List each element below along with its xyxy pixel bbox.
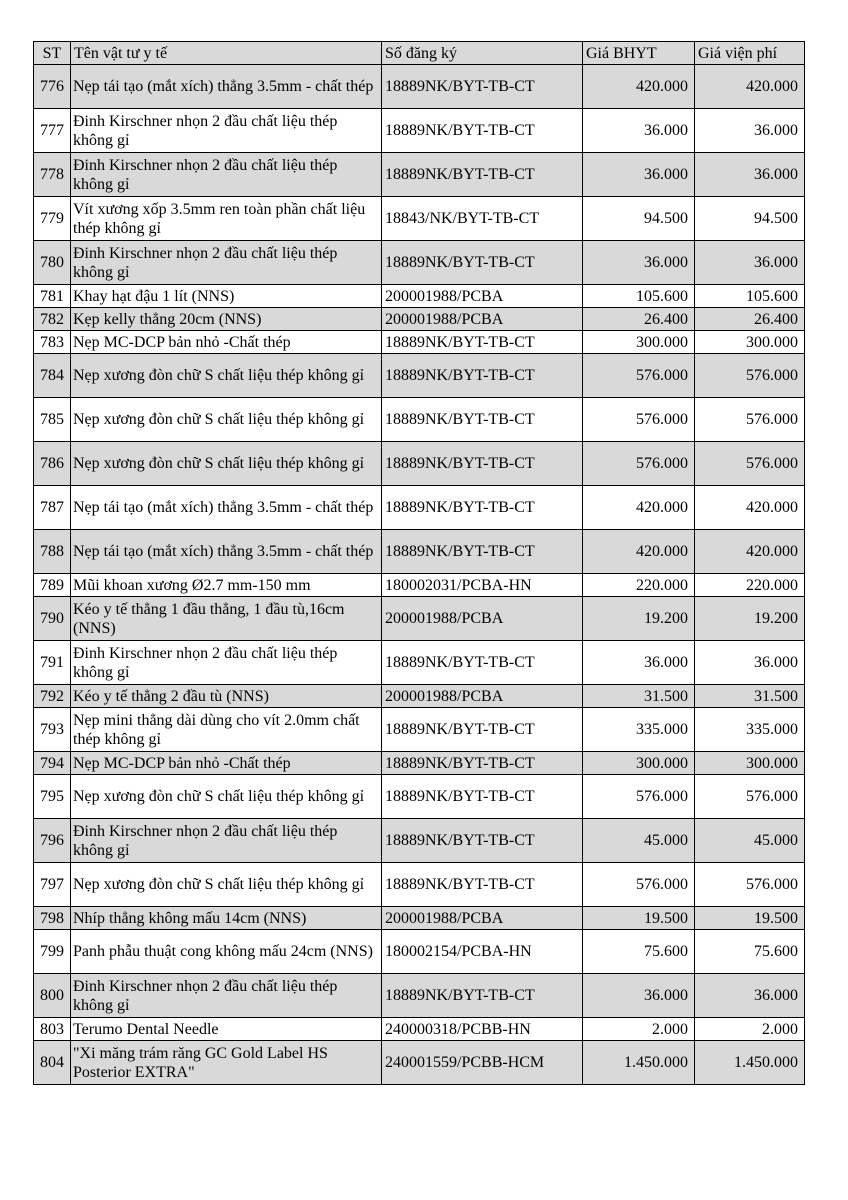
cell-hospital-price: 576.000: [695, 863, 805, 907]
cell-registration: 18889NK/BYT-TB-CT: [382, 241, 583, 285]
cell-bhyt-price: 576.000: [583, 775, 695, 819]
cell-bhyt-price: 36.000: [583, 974, 695, 1018]
cell-name: Đinh Kirschner nhọn 2 đầu chất liệu thép không gỉ: [71, 819, 382, 863]
cell-name: Nẹp tái tạo (mắt xích) thẳng 3.5mm - chất thép: [71, 530, 382, 574]
cell-st: 790: [34, 597, 71, 641]
cell-st: 792: [34, 685, 71, 708]
cell-registration: 200001988/PCBA: [382, 285, 583, 308]
cell-hospital-price: 36.000: [695, 974, 805, 1018]
cell-name: Khay hạt đậu 1 lít (NNS): [71, 285, 382, 308]
cell-hospital-price: 420.000: [695, 65, 805, 109]
cell-registration: 18889NK/BYT-TB-CT: [382, 398, 583, 442]
cell-hospital-price: 45.000: [695, 819, 805, 863]
table-row: [34, 109, 805, 153]
table-row: [34, 752, 805, 775]
cell-name: Nẹp MC-DCP bản nhỏ -Chất thép: [71, 331, 382, 354]
cell-name: Kéo y tế thẳng 1 đầu thẳng, 1 đầu tù,16cm (NNS): [71, 597, 382, 641]
table-row: [34, 685, 805, 708]
cell-registration: 240001559/PCBB-HCM: [382, 1041, 583, 1085]
cell-registration: 200001988/PCBA: [382, 685, 583, 708]
cell-st: 796: [34, 819, 71, 863]
cell-name: Panh phẫu thuật cong không mấu 24cm (NNS): [71, 930, 382, 974]
cell-name: Nẹp tái tạo (mắt xích) thẳng 3.5mm - chất thép: [71, 65, 382, 109]
cell-st: 800: [34, 974, 71, 1018]
cell-bhyt-price: 335.000: [583, 708, 695, 752]
cell-name: Nẹp tái tạo (mắt xích) thẳng 3.5mm - chất thép: [71, 486, 382, 530]
cell-bhyt-price: 220.000: [583, 574, 695, 597]
table-row: [34, 153, 805, 197]
table-row: [34, 863, 805, 907]
table-row: [34, 1018, 805, 1041]
cell-st: 787: [34, 486, 71, 530]
cell-hospital-price: 576.000: [695, 354, 805, 398]
cell-name: Nẹp xương đòn chữ S chất liệu thép không gỉ: [71, 442, 382, 486]
table-row: [34, 530, 805, 574]
cell-hospital-price: 19.500: [695, 907, 805, 930]
cell-st: 789: [34, 574, 71, 597]
cell-hospital-price: 420.000: [695, 486, 805, 530]
cell-hospital-price: 2.000: [695, 1018, 805, 1041]
header-bhyt-price: Giá BHYT: [583, 42, 695, 65]
cell-bhyt-price: 576.000: [583, 442, 695, 486]
cell-st: 779: [34, 197, 71, 241]
cell-bhyt-price: 576.000: [583, 398, 695, 442]
header-name: Tên vật tư y tế: [71, 42, 382, 65]
cell-registration: 18889NK/BYT-TB-CT: [382, 974, 583, 1018]
cell-name: Đinh Kirschner nhọn 2 đầu chất liệu thép không gỉ: [71, 109, 382, 153]
cell-registration: 18889NK/BYT-TB-CT: [382, 65, 583, 109]
cell-registration: 18889NK/BYT-TB-CT: [382, 752, 583, 775]
cell-bhyt-price: 36.000: [583, 641, 695, 685]
cell-name: Kéo y tế thẳng 2 đầu tù (NNS): [71, 685, 382, 708]
cell-bhyt-price: 2.000: [583, 1018, 695, 1041]
cell-st: 777: [34, 109, 71, 153]
cell-registration: 18889NK/BYT-TB-CT: [382, 863, 583, 907]
cell-hospital-price: 19.200: [695, 597, 805, 641]
cell-hospital-price: 576.000: [695, 398, 805, 442]
cell-registration: 240000318/PCBB-HN: [382, 1018, 583, 1041]
cell-registration: 18889NK/BYT-TB-CT: [382, 819, 583, 863]
cell-st: 803: [34, 1018, 71, 1041]
cell-st: 797: [34, 863, 71, 907]
cell-name: Kẹp kelly thẳng 20cm (NNS): [71, 308, 382, 331]
table-row: [34, 486, 805, 530]
table-row: [34, 308, 805, 331]
cell-name: Nẹp xương đòn chữ S chất liệu thép không gỉ: [71, 775, 382, 819]
cell-st: 783: [34, 331, 71, 354]
cell-st: 788: [34, 530, 71, 574]
cell-hospital-price: 94.500: [695, 197, 805, 241]
table-row: [34, 907, 805, 930]
cell-name: "Xi măng trám răng GC Gold Label HS Posterior EXTRA": [71, 1041, 382, 1085]
cell-st: 786: [34, 442, 71, 486]
cell-name: Đinh Kirschner nhọn 2 đầu chất liệu thép không gỉ: [71, 974, 382, 1018]
header-st: ST: [34, 42, 71, 65]
cell-st: 782: [34, 308, 71, 331]
table-row: [34, 1041, 805, 1085]
cell-registration: 18843/NK/BYT-TB-CT: [382, 197, 583, 241]
cell-bhyt-price: 36.000: [583, 153, 695, 197]
cell-hospital-price: 36.000: [695, 153, 805, 197]
cell-registration: 180002154/PCBA-HN: [382, 930, 583, 974]
cell-bhyt-price: 105.600: [583, 285, 695, 308]
cell-hospital-price: 576.000: [695, 775, 805, 819]
cell-hospital-price: 1.450.000: [695, 1041, 805, 1085]
cell-registration: 200001988/PCBA: [382, 308, 583, 331]
medical-supplies-table: [33, 41, 805, 1085]
cell-name: Mũi khoan xương Ø2.7 mm-150 mm: [71, 574, 382, 597]
cell-hospital-price: 31.500: [695, 685, 805, 708]
table-row: [34, 597, 805, 641]
cell-st: 785: [34, 398, 71, 442]
cell-registration: 18889NK/BYT-TB-CT: [382, 486, 583, 530]
cell-registration: 180002031/PCBA-HN: [382, 574, 583, 597]
cell-st: 799: [34, 930, 71, 974]
cell-name: Terumo Dental Needle: [71, 1018, 382, 1041]
cell-bhyt-price: 19.200: [583, 597, 695, 641]
cell-bhyt-price: 45.000: [583, 819, 695, 863]
cell-registration: 18889NK/BYT-TB-CT: [382, 530, 583, 574]
cell-bhyt-price: 576.000: [583, 354, 695, 398]
cell-registration: 18889NK/BYT-TB-CT: [382, 109, 583, 153]
cell-bhyt-price: 300.000: [583, 331, 695, 354]
cell-bhyt-price: 31.500: [583, 685, 695, 708]
table-row: [34, 974, 805, 1018]
cell-name: Nẹp xương đòn chữ S chất liệu thép không gỉ: [71, 863, 382, 907]
cell-registration: 18889NK/BYT-TB-CT: [382, 641, 583, 685]
cell-hospital-price: 576.000: [695, 442, 805, 486]
cell-registration: 18889NK/BYT-TB-CT: [382, 442, 583, 486]
cell-bhyt-price: 576.000: [583, 863, 695, 907]
cell-st: 794: [34, 752, 71, 775]
table-row: [34, 398, 805, 442]
cell-hospital-price: 75.600: [695, 930, 805, 974]
cell-hospital-price: 105.600: [695, 285, 805, 308]
table-row: [34, 641, 805, 685]
cell-bhyt-price: 420.000: [583, 65, 695, 109]
cell-hospital-price: 300.000: [695, 752, 805, 775]
table-row: [34, 65, 805, 109]
cell-name: Nẹp mini thẳng dài dùng cho vít 2.0mm chất thép không gỉ: [71, 708, 382, 752]
cell-name: Đinh Kirschner nhọn 2 đầu chất liệu thép không gỉ: [71, 641, 382, 685]
cell-bhyt-price: 26.400: [583, 308, 695, 331]
table-header-row: [34, 42, 805, 65]
cell-bhyt-price: 36.000: [583, 109, 695, 153]
table-row: [34, 331, 805, 354]
cell-hospital-price: 220.000: [695, 574, 805, 597]
cell-registration: 200001988/PCBA: [382, 597, 583, 641]
cell-bhyt-price: 420.000: [583, 486, 695, 530]
cell-name: Đinh Kirschner nhọn 2 đầu chất liệu thép không gỉ: [71, 241, 382, 285]
cell-hospital-price: 36.000: [695, 109, 805, 153]
header-registration: Số đăng ký: [382, 42, 583, 65]
cell-hospital-price: 36.000: [695, 641, 805, 685]
cell-st: 778: [34, 153, 71, 197]
cell-name: Đinh Kirschner nhọn 2 đầu chất liệu thép không gỉ: [71, 153, 382, 197]
cell-st: 781: [34, 285, 71, 308]
cell-registration: 200001988/PCBA: [382, 907, 583, 930]
cell-bhyt-price: 19.500: [583, 907, 695, 930]
table-row: [34, 197, 805, 241]
cell-registration: 18889NK/BYT-TB-CT: [382, 153, 583, 197]
cell-st: 780: [34, 241, 71, 285]
cell-hospital-price: 36.000: [695, 241, 805, 285]
cell-st: 793: [34, 708, 71, 752]
table-row: [34, 574, 805, 597]
table-row: [34, 775, 805, 819]
cell-st: 791: [34, 641, 71, 685]
header-hospital-price: Giá viện phí: [695, 42, 805, 65]
table-row: [34, 442, 805, 486]
cell-name: Vít xương xốp 3.5mm ren toàn phần chất liệu thép không gỉ: [71, 197, 382, 241]
table-row: [34, 819, 805, 863]
cell-st: 795: [34, 775, 71, 819]
table-row: [34, 285, 805, 308]
table-row: [34, 241, 805, 285]
cell-st: 776: [34, 65, 71, 109]
cell-bhyt-price: 420.000: [583, 530, 695, 574]
cell-bhyt-price: 94.500: [583, 197, 695, 241]
table-row: [34, 708, 805, 752]
cell-registration: 18889NK/BYT-TB-CT: [382, 708, 583, 752]
cell-bhyt-price: 36.000: [583, 241, 695, 285]
cell-name: Nẹp xương đòn chữ S chất liệu thép không gỉ: [71, 354, 382, 398]
cell-name: Nẹp MC-DCP bản nhỏ -Chất thép: [71, 752, 382, 775]
cell-registration: 18889NK/BYT-TB-CT: [382, 775, 583, 819]
cell-name: Nhíp thẳng không mấu 14cm (NNS): [71, 907, 382, 930]
cell-bhyt-price: 75.600: [583, 930, 695, 974]
cell-name: Nẹp xương đòn chữ S chất liệu thép không gỉ: [71, 398, 382, 442]
cell-hospital-price: 335.000: [695, 708, 805, 752]
table-row: [34, 930, 805, 974]
cell-bhyt-price: 1.450.000: [583, 1041, 695, 1085]
cell-st: 804: [34, 1041, 71, 1085]
cell-st: 798: [34, 907, 71, 930]
table-row: [34, 354, 805, 398]
cell-hospital-price: 26.400: [695, 308, 805, 331]
cell-hospital-price: 420.000: [695, 530, 805, 574]
cell-registration: 18889NK/BYT-TB-CT: [382, 331, 583, 354]
table-body: [34, 65, 805, 1085]
cell-st: 784: [34, 354, 71, 398]
cell-registration: 18889NK/BYT-TB-CT: [382, 354, 583, 398]
cell-hospital-price: 300.000: [695, 331, 805, 354]
cell-bhyt-price: 300.000: [583, 752, 695, 775]
